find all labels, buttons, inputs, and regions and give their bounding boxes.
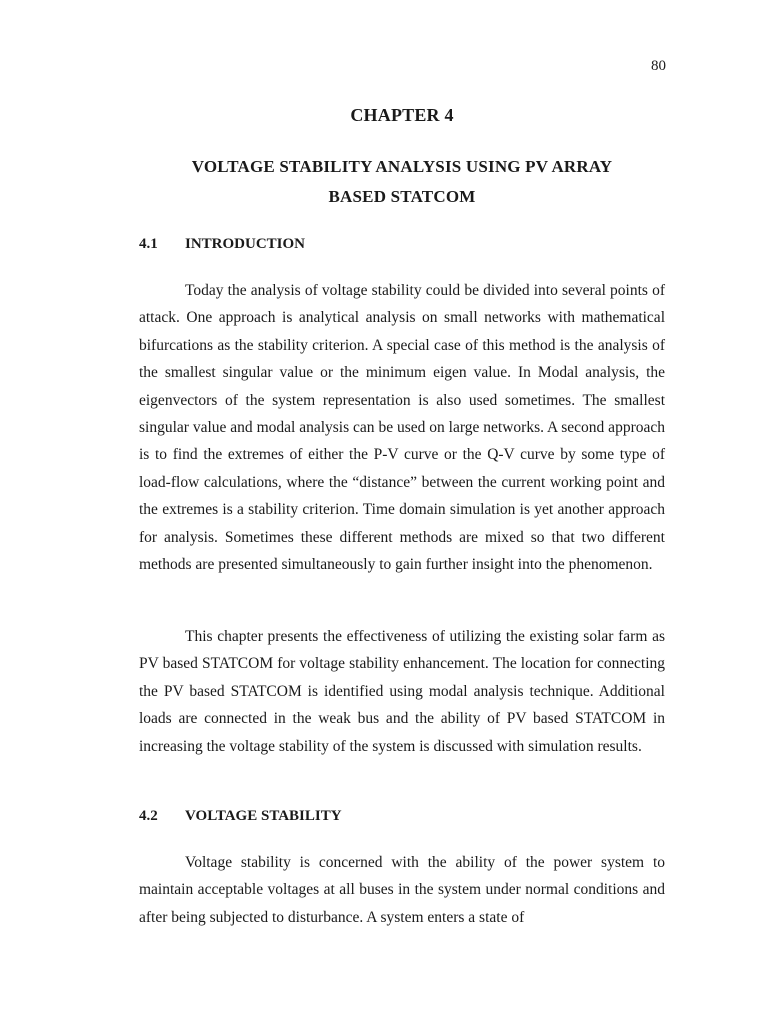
section-number: 4.1: [139, 236, 158, 252]
paragraph-voltage-stability-1: Voltage stability is concerned with the ability of the power system to maintain acceptable voltages at all buses in the system under normal conditions and after being subjected to disturbance. A system enters a state of: [139, 854, 665, 926]
chapter-title-line-1: VOLTAGE STABILITY ANALYSIS USING PV ARRAY: [191, 157, 613, 176]
chapter-title: [0, 152, 768, 212]
page-number: 80: [651, 58, 666, 74]
section-heading-introduction: [139, 236, 305, 253]
paragraph-introduction-2: This chapter presents the effectiveness of utilizing the existing solar farm as PV based STATCOM for voltage stability enhancement. The location for connecting the PV based STATCOM is identified using modal analysis technique. Additional loads are connected in the weak bus and the ability of PV based STATCOM in increasing the voltage stability of the system is discussed with simulation results.: [139, 628, 665, 755]
chapter-label: CHAPTER 4: [350, 105, 454, 125]
chapter-title-line-2: BASED STATCOM: [328, 187, 476, 206]
paragraph-introduction-1: Today the analysis of voltage stability could be divided into several points of attack. One approach is analytical analysis on small networks with mathematical bifurcations as the stability criterion. A special case of this method is the analysis of the smallest singular value or the minimum eigen value. In Modal analysis, the eigenvectors of the system representation is also used sometimes. The smallest singular value and modal analysis can be used on large networks. A second approach is to find the extremes of either the P-V curve or the Q-V curve by some type of load-flow calculations, where the “distance” between the current working point and the extremes is a stability criterion. Time domain simulation is yet another approach for analysis. Sometimes these different methods are mixed so that two different methods are presented simultaneously to gain further insight into the phenomenon.: [139, 282, 665, 574]
section-number: 4.2: [139, 808, 158, 824]
section-heading-voltage-stability: [139, 808, 342, 825]
section-title: INTRODUCTION: [185, 236, 306, 252]
section-title: VOLTAGE STABILITY: [185, 808, 342, 824]
